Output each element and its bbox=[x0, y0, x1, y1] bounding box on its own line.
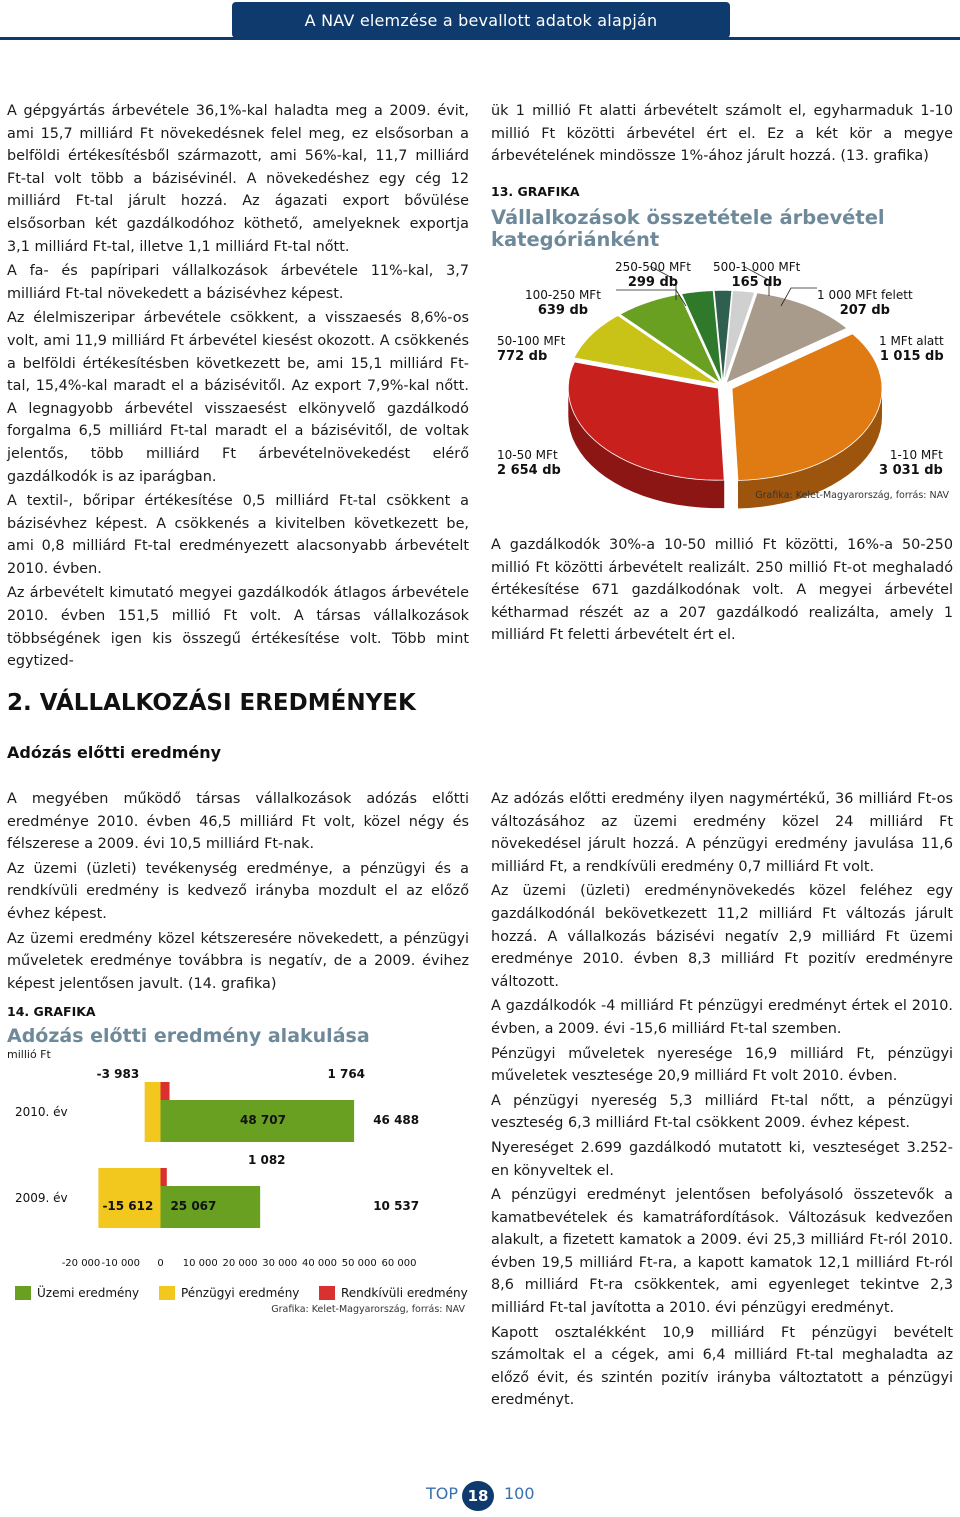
footer-left: TOP bbox=[426, 1484, 459, 1503]
figure-label: 14. GRAFIKA bbox=[7, 1004, 96, 1019]
section-title: 2. VÁLLALKOZÁSI EREDMÉNYEK bbox=[7, 690, 416, 716]
paragraph: Az adózás előtti eredmény ilyen nagymértékű, 36 milliárd Ft-os változásához az üzemi eredmény közel 24 milliárd Ft növekedésel járult hozzá. A pénzügyi eredmény javulása 11,6 milliárd Ft, a rendkívüli eredmény 0,7 milliárd Ft volt. bbox=[491, 791, 953, 875]
paragraph: A textil-, bőripar értékesítése 0,5 milliárd Ft-tal csökkent a bázisévhez képest. A csökkenés a kivitelben következett be, ami 0,8 milliárd Ft-tal eredményezett alacsonyabb árbevételt 2010. évben. bbox=[7, 493, 469, 577]
paragraph: A gazdálkodók 30%-a 10-50 millió Ft közötti, 16%-a 50-250 millió Ft közötti árbevételt realizált. 250 millió Ft-ot meghaladó értékesítése 671 gazdálkodónak volt. A megyei árbevétel kétharmad részét az a 207 gazdálkodó realizálta, amely 1 milliárd Ft feletti árbevételt ért el. bbox=[491, 537, 953, 644]
chart-title: Adózás előtti eredmény alakulása bbox=[7, 1025, 370, 1047]
legend-swatch bbox=[319, 1286, 335, 1300]
paragraph: Nyereséget 2.699 gazdálkodó mutatott ki, veszteséget 3.252-en könyveltek el. bbox=[491, 1139, 953, 1179]
paragraph: Kapott osztalékként 10,9 milliárd Ft pénzügyi bevételt számoltak el a cégek, ami 6,4 milliárd Ft-tal meghaladta az előző évit, és szintén pozitív irányba változtatott a pénzügyi eredményt. bbox=[491, 1324, 953, 1409]
bar-value-label: 1 082 bbox=[247, 1153, 286, 1167]
header-title: A NAV elemzése a bevallott adatok alapján bbox=[304, 10, 658, 30]
figure-14 bbox=[7, 1004, 469, 1322]
bar-total-label: 10 537 bbox=[373, 1199, 420, 1213]
bar-value-label: -3 983 bbox=[96, 1067, 140, 1081]
x-tick-label: 20 000 bbox=[222, 1258, 258, 1269]
pie-label: 10-50 MFt 2 654 db bbox=[497, 448, 561, 478]
x-tick-label: -20 000 bbox=[61, 1258, 101, 1269]
pie-label: 250-500 MFt 299 db bbox=[615, 260, 691, 290]
paragraph: A pénzügyi nyereség 5,3 milliárd Ft-tal nőtt, a pénzügyi veszteség 6,3 milliárd Ft-tal csökkent 2009. évhez képest. bbox=[491, 1092, 953, 1132]
bar-category-label: 2010. év bbox=[15, 1105, 68, 1119]
bar-value-label: 1 764 bbox=[327, 1067, 366, 1081]
x-tick-label: 10 000 bbox=[182, 1258, 218, 1269]
bar-segment-extraordinary bbox=[161, 1168, 167, 1186]
figure-label: 13. GRAFIKA bbox=[491, 184, 580, 199]
paragraph: Az üzemi (üzleti) eredménynövekedés közel feléhez egy gazdálkodónál bekövetkezett 11,2 milliárd Ft változás járult hozzá. A vállalkozás bázisévi negatív 2,9 milliárd Ft üzemi eredménye 2010. évben 8,3 milliárd Ft pozitív eredményre változott. bbox=[491, 883, 953, 990]
bar-value-label: -15 612 bbox=[102, 1199, 154, 1213]
left-column-top bbox=[7, 100, 469, 675]
right-column-top-b bbox=[491, 534, 953, 647]
paragraph: A megyében működő társas vállalkozások adózás előtti eredménye 2010. évben 46,5 milliárd Ft volt, közel négy és félszerese a 2009. évi 10,5 milliárd Ft-nak. bbox=[7, 791, 469, 853]
paragraph: A gépgyártás árbevétele 36,1%-kal haladta meg a 2009. évit, ami 15,7 milliárd Ft növekedésnek felel meg, ez elsősorban a belföldi értékesítésből származott, ami 56%-kal, 11,7 milliárd Ft-tal volt több a bázisévinél. A növekedéshez egy cég 12 milliárd Ft-tal járult hozzá. Az ágazati export bővülése elsősorban két gazdálkodóhoz köthető, amelyeknek exportja 3,1 milliárd Ft-tal, illetve 1,1 milliárd Ft-tal nőtt. bbox=[7, 103, 469, 255]
bar-chart bbox=[7, 1044, 469, 1322]
chart-source: Grafika: Kelet-Magyarország, forrás: NAV bbox=[271, 1304, 465, 1315]
paragraph: Pénzügyi műveletek nyeresége 16,9 milliárd Ft, pénzügyi műveletek vesztesége 20,9 milliárd Ft volt 2010. évben. bbox=[491, 1045, 953, 1085]
pie-label: 100-250 MFt 639 db bbox=[525, 288, 601, 318]
paragraph: Az üzemi eredmény közel kétszeresére növekedett, a pénzügyi műveletek eredménye továbbra is negatív, de a 2009. évihez képest jelentősen javult. (14. grafika) bbox=[7, 930, 469, 992]
section-subhead: Adózás előtti eredmény bbox=[7, 743, 222, 762]
header-rule bbox=[0, 37, 960, 40]
legend-swatch bbox=[159, 1286, 175, 1300]
legend-swatch bbox=[15, 1286, 31, 1300]
x-tick-label: -10 000 bbox=[101, 1258, 141, 1269]
pie-label: 1-10 MFt 3 031 db bbox=[879, 448, 943, 478]
paragraph: Az élelmiszeripar árbevétele csökkent, a visszaesés 8,6%-os volt, ami 11,9 milliárd Ft árbevétel kiesést okozott. A csökkenés a belföldi értékesítésben következett be, ami 15,1 milliárd Ft-tal, 15,4%-kal maradt el a bázisévitől. Az export 7,9%-kal nőtt. A legnagyobb árbevétel visszaesést elkönyvelő gazdálkodó forgalma 6,5 milliárd Ft-tal maradt el a bázisévitől, de voltak jelentős, több milliárd Ft árbevételnövekedést elérő gazdálkodók is az iparágban. bbox=[7, 310, 469, 485]
figure-13 bbox=[491, 184, 953, 524]
pie-label: 1 000 MFt felett 207 db bbox=[817, 288, 913, 318]
chart-unit: millió Ft bbox=[7, 1048, 51, 1061]
pie-label: 50-100 MFt 772 db bbox=[497, 334, 566, 364]
bar-category-label: 2009. év bbox=[15, 1191, 68, 1205]
x-tick-label: 0 bbox=[157, 1258, 164, 1269]
x-tick-label: 40 000 bbox=[302, 1258, 337, 1269]
page-number: 18 bbox=[462, 1481, 494, 1511]
page-header bbox=[232, 2, 730, 38]
right-column-bottom bbox=[491, 788, 953, 1414]
chart-source: Grafika: Kelet-Magyarország, forrás: NAV bbox=[755, 490, 949, 501]
bar-value-label: 48 707 bbox=[240, 1113, 286, 1127]
footer-right: 100 bbox=[504, 1484, 535, 1503]
paragraph: Az árbevételt kimutató megyei gazdálkodók átlagos árbevétele 2010. évben 151,5 millió Ft volt. A társas vállalkozások többségének igen kis összegű értékesítése volt. Több mint egytized- bbox=[7, 585, 469, 670]
pie-label: 500-1 000 MFt 165 db bbox=[713, 260, 801, 290]
legend-label: Pénzügyi eredmény bbox=[181, 1286, 300, 1300]
paragraph: Az üzemi (üzleti) tevékenység eredménye, a pénzügyi és a rendkívüli eredmény is kedvező irányba mozdult el az előző évhez képest. bbox=[7, 860, 469, 922]
legend-label: Rendkívüli eredmény bbox=[341, 1286, 468, 1300]
bar-segment-extraordinary bbox=[161, 1082, 170, 1100]
paragraph: A pénzügyi eredményt jelentősen befolyásoló összetevők a kamatbevételek és kamatráfordítások. Változásuk kedvezően alakult, a fizetett kamatok a 2009. évi 25,3 milliárd Ft-ról 2010. évben 19,5 milliárd Ft-ra, a kapott kamatok 12,1 milliárd Ft-ról 8,6 milliárd Ft-ra csökkentek, ami egyenleget tekintve 2,3 milliárd Ft-tal javította a 2010. évi pénzügyi eredményt. bbox=[491, 1187, 953, 1317]
legend-label: Üzemi eredmény bbox=[37, 1286, 140, 1300]
paragraph: A gazdálkodók -4 milliárd Ft pénzügyi eredményt értek el 2010. évben, a 2009. évi -15,6 milliárd Ft-tal szemben. bbox=[491, 998, 953, 1037]
x-tick-label: 50 000 bbox=[341, 1258, 377, 1269]
bar-segment-financial bbox=[98, 1168, 160, 1228]
pie-label: 1 MFt alatt 1 015 db bbox=[879, 334, 944, 364]
bar-segment-financial bbox=[145, 1082, 161, 1142]
x-tick-label: 60 000 bbox=[381, 1258, 417, 1269]
bar-value-label: 25 067 bbox=[170, 1199, 217, 1213]
chart-title: Vállalkozások összetétele árbevétel kategóriánként bbox=[491, 206, 885, 251]
paragraph: ük 1 millió Ft alatti árbevételt számolt el, egyharmaduk 1-10 millió Ft közötti árbevétel ért el. Ez a két kör a megye árbevételének mindössze 1%-ához járult hozzá. (13. grafika) bbox=[491, 103, 953, 165]
bar-total-label: 46 488 bbox=[373, 1113, 420, 1127]
paragraph: A fa- és papíripari vállalkozások árbevétele 11%-kal, 3,7 milliárd Ft-tal növekedett a bázisévhez képest. bbox=[7, 263, 469, 302]
left-column-bottom bbox=[7, 788, 469, 997]
right-column-top bbox=[491, 100, 953, 170]
x-tick-label: 30 000 bbox=[262, 1258, 298, 1269]
